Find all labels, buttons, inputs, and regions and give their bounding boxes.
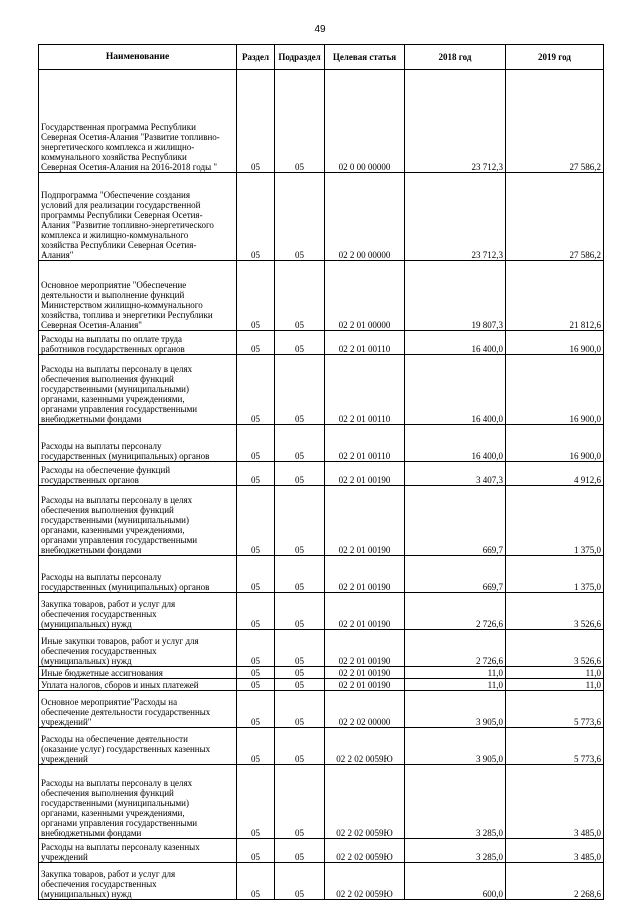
row-subsection: 05 — [275, 667, 325, 679]
row-2018: 3 905,0 — [405, 728, 506, 765]
row-subsection: 05 — [275, 556, 325, 593]
row-subsection: 05 — [275, 765, 325, 839]
row-2019: 21 812,6 — [506, 261, 604, 331]
header-row — [39, 45, 604, 70]
row-2018: 600,0 — [405, 863, 506, 900]
row-section: 05 — [237, 173, 275, 261]
row-article: 02 2 02 0059Ю — [325, 839, 405, 863]
row-2019: 11,0 — [506, 679, 604, 691]
row-article: 02 2 02 0059Ю — [325, 863, 405, 900]
row-section: 05 — [237, 355, 275, 425]
row-section: 05 — [237, 261, 275, 331]
row-subsection: 05 — [275, 863, 325, 900]
budget-table — [38, 44, 604, 900]
header-2019: 2019 год — [506, 45, 604, 70]
table-body — [39, 70, 604, 900]
row-name: Уплата налогов, сборов и иных платежей — [39, 679, 237, 691]
row-2018: 16 400,0 — [405, 425, 506, 462]
row-article: 02 2 01 00110 — [325, 355, 405, 425]
row-2019: 2 268,6 — [506, 863, 604, 900]
row-2018: 3 285,0 — [405, 839, 506, 863]
row-name: Закупка товаров, работ и услуг для обеспечения государственных (муниципальных) нужд — [39, 593, 237, 630]
row-2018: 23 712,3 — [405, 173, 506, 261]
row-section: 05 — [237, 331, 275, 355]
row-subsection: 05 — [275, 462, 325, 486]
row-name: Государственная программа Республики Северная Осетия-Алания "Развитие топливно- энергетического комплекса и жилищно- коммунального хозяйства Республики Северная Осетия-Алания на 2016-2018 годы " — [39, 70, 237, 173]
row-2018: 2 726,6 — [405, 593, 506, 630]
row-2018: 16 400,0 — [405, 355, 506, 425]
row-article: 02 2 01 00190 — [325, 630, 405, 667]
row-section: 05 — [237, 425, 275, 462]
row-name: Расходы на выплаты персоналу в целях обеспечения выполнения функций государственными (муниципальными) органами, казенными учреждениями, органами управления государственными внебюджетными фондами — [39, 355, 237, 425]
row-article: 02 2 00 00000 — [325, 173, 405, 261]
row-2019: 3 485,0 — [506, 839, 604, 863]
row-section: 05 — [237, 691, 275, 728]
table-row — [39, 261, 604, 331]
row-section: 05 — [237, 839, 275, 863]
row-article: 02 2 01 00000 — [325, 261, 405, 331]
row-article: 02 2 02 00000 — [325, 691, 405, 728]
table-row — [39, 462, 604, 486]
row-name: Расходы на выплаты персоналу государственных (муниципальных) органов — [39, 556, 237, 593]
table-row — [39, 486, 604, 556]
row-2019: 1 375,0 — [506, 556, 604, 593]
table-row — [39, 173, 604, 261]
row-2018: 3 407,3 — [405, 462, 506, 486]
row-subsection: 05 — [275, 593, 325, 630]
row-subsection: 05 — [275, 679, 325, 691]
table-row — [39, 691, 604, 728]
row-name: Иные бюджетные ассигнования — [39, 667, 237, 679]
table-row — [39, 667, 604, 679]
row-section: 05 — [237, 765, 275, 839]
header-name: Наименование — [39, 45, 237, 70]
row-section: 05 — [237, 593, 275, 630]
row-subsection: 05 — [275, 691, 325, 728]
row-subsection: 05 — [275, 486, 325, 556]
row-2019: 16 900,0 — [506, 425, 604, 462]
row-article: 02 2 01 00110 — [325, 331, 405, 355]
row-2019: 16 900,0 — [506, 331, 604, 355]
row-section: 05 — [237, 556, 275, 593]
row-subsection: 05 — [275, 331, 325, 355]
row-name: Расходы на обеспечение деятельности (оказание услуг) государственных казенных учреждений — [39, 728, 237, 765]
row-2018: 669,7 — [405, 556, 506, 593]
table-row — [39, 765, 604, 839]
row-2019: 1 375,0 — [506, 486, 604, 556]
row-name: Расходы на обеспечение функций государственных органов — [39, 462, 237, 486]
row-2019: 5 773,6 — [506, 728, 604, 765]
row-name: Расходы на выплаты персоналу в целях обеспечения выполнения функций государственными (муниципальными) органами, казенными учреждениями, органами управления государственными внебюджетными фондами — [39, 765, 237, 839]
row-subsection: 05 — [275, 425, 325, 462]
row-2019: 27 586,2 — [506, 173, 604, 261]
row-article: 02 2 02 0059Ю — [325, 765, 405, 839]
row-name: Иные закупки товаров, работ и услуг для обеспечения государственных (муниципальных) нужд — [39, 630, 237, 667]
row-article: 02 2 02 0059Ю — [325, 728, 405, 765]
row-2019: 27 586,2 — [506, 70, 604, 173]
row-section: 05 — [237, 863, 275, 900]
table-row — [39, 839, 604, 863]
table-row — [39, 331, 604, 355]
table-row — [39, 556, 604, 593]
table-row — [39, 425, 604, 462]
row-section: 05 — [237, 70, 275, 173]
row-article: 02 2 01 00190 — [325, 486, 405, 556]
row-2019: 5 773,6 — [506, 691, 604, 728]
row-2019: 11,0 — [506, 667, 604, 679]
table-row — [39, 630, 604, 667]
row-section: 05 — [237, 728, 275, 765]
row-subsection: 05 — [275, 173, 325, 261]
row-name: Расходы на выплаты по оплате труда работников государственных органов — [39, 331, 237, 355]
row-2018: 11,0 — [405, 679, 506, 691]
row-subsection: 05 — [275, 728, 325, 765]
row-2019: 3 526,6 — [506, 593, 604, 630]
row-name: Основное мероприятие"Расходы на обеспечение деятельности государственных учреждений" — [39, 691, 237, 728]
row-article: 02 2 01 00190 — [325, 462, 405, 486]
row-2018: 3 905,0 — [405, 691, 506, 728]
table-row — [39, 679, 604, 691]
table-row — [39, 70, 604, 173]
row-name: Расходы на выплаты персоналу в целях обеспечения выполнения функций государственными (муниципальными) органами, казенными учреждениями, органами управления государственными внебюджетными фондами — [39, 486, 237, 556]
row-section: 05 — [237, 630, 275, 667]
row-2019: 3 485,0 — [506, 765, 604, 839]
row-2019: 16 900,0 — [506, 355, 604, 425]
row-2019: 3 526,6 — [506, 630, 604, 667]
row-2018: 3 285,0 — [405, 765, 506, 839]
row-name: Основное мероприятие "Обеспечение деятельности и выполнение функций Министерством жилищно-коммунального хозяйства, топлива и энергетики Республики Северная Осетия-Алания" — [39, 261, 237, 331]
row-subsection: 05 — [275, 261, 325, 331]
table-row — [39, 863, 604, 900]
row-article: 02 2 01 00190 — [325, 556, 405, 593]
row-subsection: 05 — [275, 630, 325, 667]
table-row — [39, 593, 604, 630]
row-section: 05 — [237, 462, 275, 486]
row-subsection: 05 — [275, 70, 325, 173]
row-section: 05 — [237, 667, 275, 679]
row-name: Подпрограмма "Обеспечение создания условий для реализации государственной программы Республики Северная Осетия- Алания "Развитие топливно-энергетического комплекса и жилищно-коммунального хозяйства Республики Северная Осетия- Алания" — [39, 173, 237, 261]
row-2018: 2 726,6 — [405, 630, 506, 667]
row-section: 05 — [237, 486, 275, 556]
row-name: Расходы на выплаты персоналу государственных (муниципальных) органов — [39, 425, 237, 462]
row-2018: 23 712,3 — [405, 70, 506, 173]
row-section: 05 — [237, 679, 275, 691]
header-article: Целевая статья — [325, 45, 405, 70]
row-2018: 669,7 — [405, 486, 506, 556]
row-2018: 19 807,3 — [405, 261, 506, 331]
row-subsection: 05 — [275, 355, 325, 425]
row-article: 02 2 01 00190 — [325, 667, 405, 679]
table-row — [39, 355, 604, 425]
row-article: 02 2 01 00110 — [325, 425, 405, 462]
row-2018: 16 400,0 — [405, 331, 506, 355]
row-subsection: 05 — [275, 839, 325, 863]
table-row — [39, 728, 604, 765]
header-2018: 2018 год — [405, 45, 506, 70]
row-name: Закупка товаров, работ и услуг для обеспечения государственных (муниципальных) нужд — [39, 863, 237, 900]
page-number: 49 — [314, 24, 326, 35]
row-article: 02 2 01 00190 — [325, 679, 405, 691]
row-article: 02 2 01 00190 — [325, 593, 405, 630]
row-2019: 4 912,6 — [506, 462, 604, 486]
row-name: Расходы на выплаты персоналу казенных учреждений — [39, 839, 237, 863]
row-2018: 11,0 — [405, 667, 506, 679]
header-section: Раздел — [237, 45, 275, 70]
row-article: 02 0 00 00000 — [325, 70, 405, 173]
header-subsection: Подраздел — [275, 45, 325, 70]
